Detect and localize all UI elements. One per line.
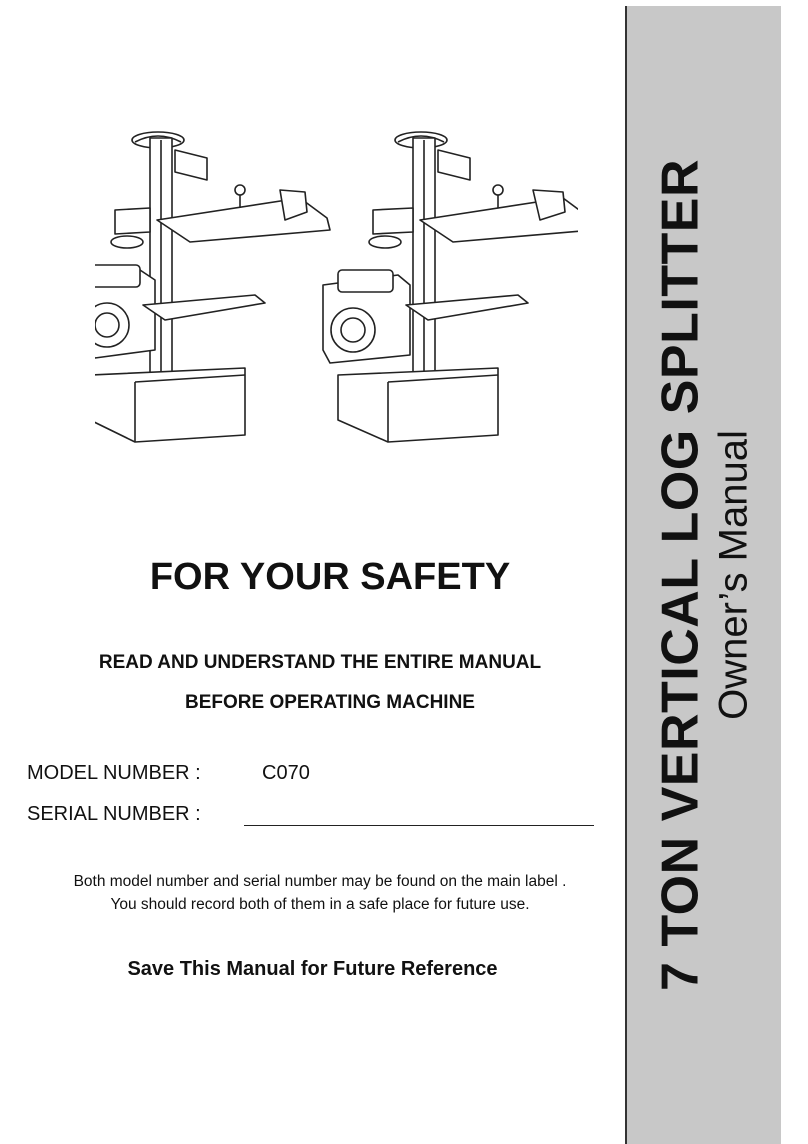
label-note-line-2: You should record both of them in a safe place for future use. [110,896,530,913]
safety-heading: FOR YOUR SAFETY [149,556,511,598]
read-manual-line-2: BEFORE OPERATING MACHINE [185,692,475,713]
read-manual-line-1: READ AND UNDERSTAND THE ENTIRE MANUAL [98,652,542,673]
save-manual-note: Save This Manual for Future Reference [127,958,498,980]
owners-manual-subtitle: Owner’s Manual [711,430,756,720]
side-title-block [652,159,755,991]
log-splitter-illustration-right [318,120,578,450]
serial-number-label: SERIAL NUMBER : [27,803,201,825]
log-splitter-illustration-left [95,120,345,450]
product-title: 7 TON VERTICAL LOG SPLITTER [651,158,710,992]
side-title-band [625,6,781,1144]
model-number-value: C070 [262,762,310,784]
label-note-line-1: Both model number and serial number may be found on the main label . [73,873,567,890]
model-number-label: MODEL NUMBER : [27,762,201,784]
serial-number-blank-line [244,825,594,826]
